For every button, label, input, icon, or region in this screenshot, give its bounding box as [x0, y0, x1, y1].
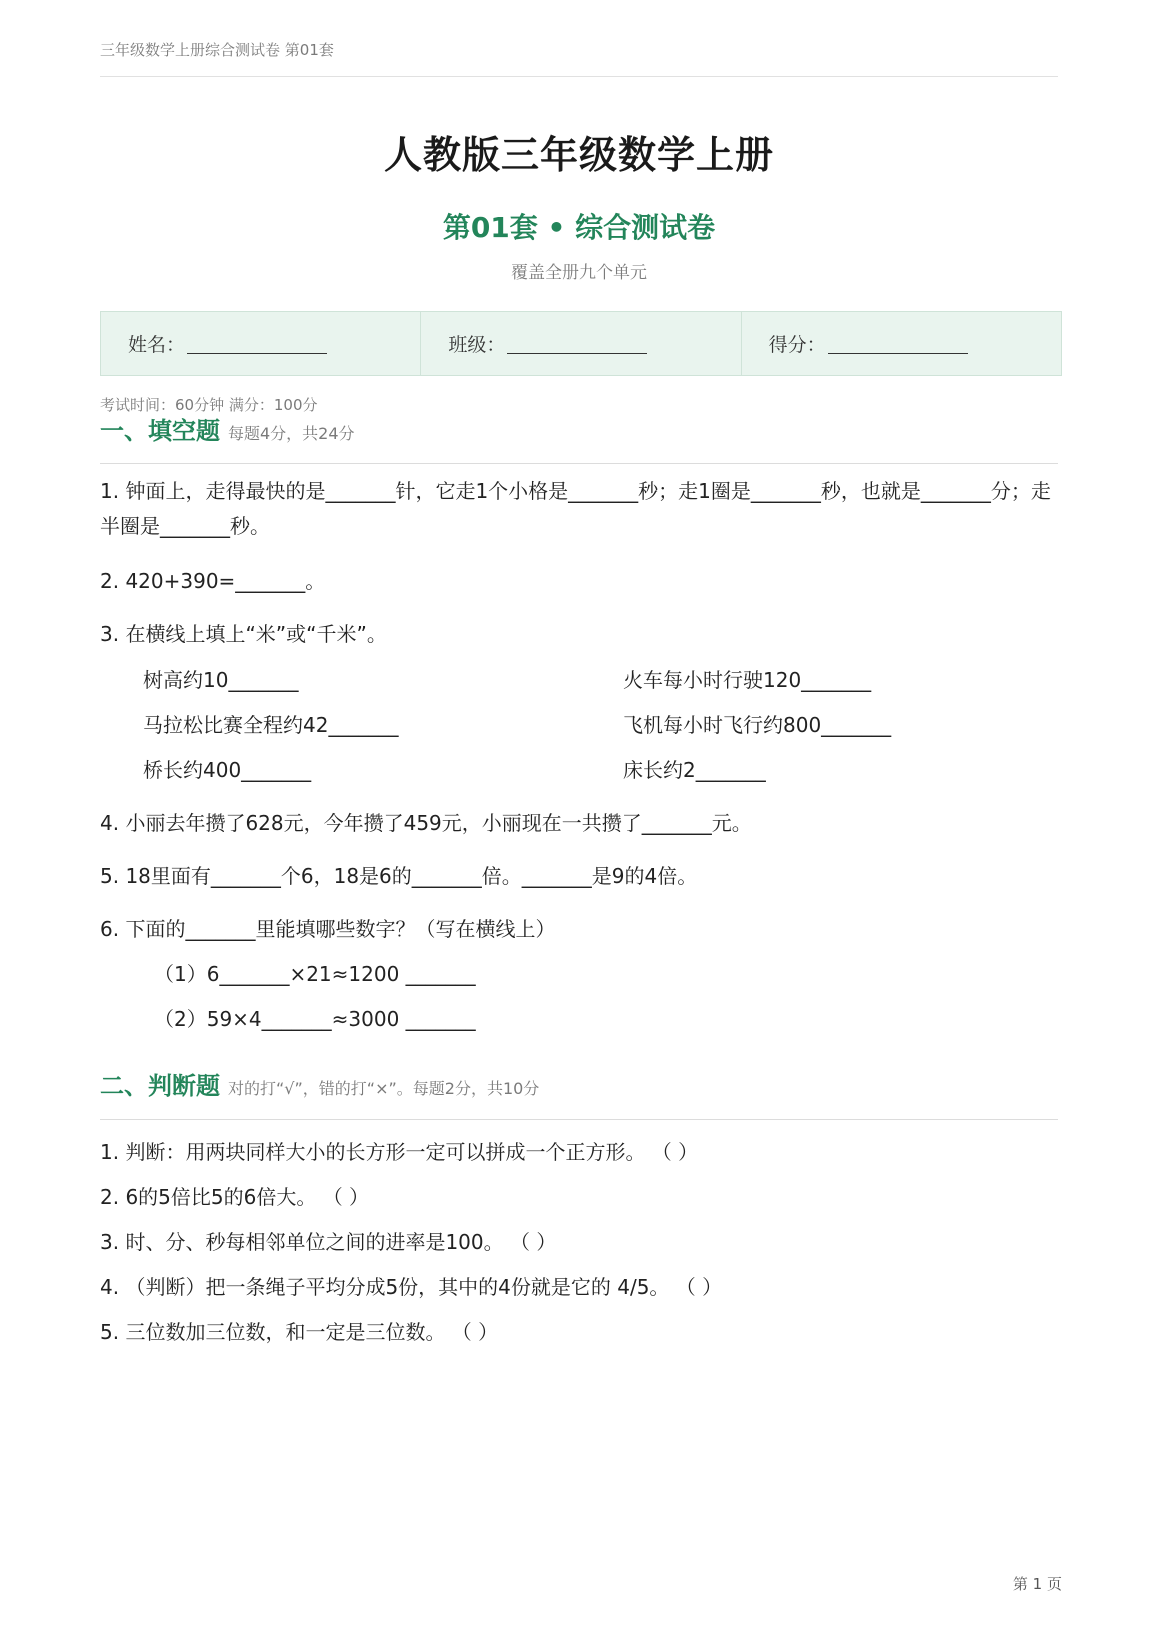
- section-1-divider: [100, 463, 1058, 464]
- header-divider: [100, 76, 1058, 77]
- judge-question-3: 3. 时、分、秒每相邻单位之间的进率是100。 （ ）: [100, 1230, 557, 1254]
- section-1-header: [100, 411, 355, 446]
- q3-item-train: 火车每小时行驶120_______: [623, 668, 872, 692]
- section-2-note: 对的打“√”，错的打“×”。每题2分，共10分: [228, 1079, 540, 1098]
- q6-item-1: （1）6_______×21≈1200 _______: [154, 962, 476, 986]
- exam-meta: 考试时间：60分钟 满分：100分: [100, 396, 318, 414]
- section-2-header: [100, 1066, 539, 1101]
- q6-item-2: （2）59×4_______≈3000 _______: [154, 1007, 476, 1031]
- score-cell: [742, 312, 1061, 375]
- judge-question-1: 1. 判断：用两块同样大小的长方形一定可以拼成一个正方形。 （ ）: [100, 1140, 699, 1164]
- score-blank[interactable]: [828, 333, 968, 354]
- name-blank[interactable]: [187, 333, 327, 354]
- coverage-note: 覆盖全册九个单元: [511, 263, 647, 283]
- fill-question-2: 2. 420+390=_______。: [100, 569, 326, 593]
- page-subtitle: 第01套 • 综合测试卷: [442, 211, 716, 244]
- class-label: 班级：: [448, 334, 506, 356]
- fill-question-6: 6. 下面的_______里能填哪些数字？（写在横线上）: [100, 917, 556, 941]
- class-cell: [421, 312, 741, 375]
- judge-question-5: 5. 三位数加三位数，和一定是三位数。 （ ）: [100, 1320, 499, 1344]
- name-label: 姓名：: [128, 334, 186, 356]
- judge-question-4: 4. （判断）把一条绳子平均分成5份，其中的4份就是它的 4/5。 （ ）: [100, 1275, 723, 1299]
- fill-question-1: 1. 钟面上，走得最快的是_______针，它走1个小格是_______秒；走1圈是_______秒，也就是_______分；走半圈是_______秒。: [100, 479, 1051, 538]
- q3-item-bridge: 桥长约400_______: [143, 758, 312, 782]
- class-blank[interactable]: [507, 333, 647, 354]
- student-info-box: [100, 311, 1062, 376]
- judge-question-2: 2. 6的5倍比5的6倍大。 （ ）: [100, 1185, 370, 1209]
- name-cell: [101, 312, 421, 375]
- section-2-divider: [100, 1119, 1058, 1120]
- q3-item-marathon: 马拉松比赛全程约42_______: [143, 713, 399, 737]
- fill-question-3: 3. 在横线上填上“米”或“千米”。: [100, 622, 387, 646]
- q3-item-bed: 床长约2_______: [623, 758, 766, 782]
- page-number: 第 1 页: [1012, 1575, 1062, 1593]
- section-1-title: 一、填空题: [100, 417, 220, 445]
- section-1-note: 每题4分，共24分: [228, 424, 355, 443]
- fill-question-5: 5. 18里面有_______个6，18是6的_______倍。_______是9的4倍。: [100, 864, 698, 888]
- q3-item-plane: 飞机每小时飞行约800_______: [623, 713, 892, 737]
- q3-item-tree: 树高约10_______: [143, 668, 299, 692]
- section-2-title: 二、判断题: [100, 1072, 220, 1100]
- fill-question-4: 4. 小丽去年攒了628元，今年攒了459元，小丽现在一共攒了_______元。: [100, 811, 752, 835]
- running-header: 三年级数学上册综合测试卷 第01套: [100, 41, 334, 59]
- score-label: 得分：: [768, 334, 826, 356]
- page-title: 人教版三年级数学上册: [383, 133, 774, 177]
